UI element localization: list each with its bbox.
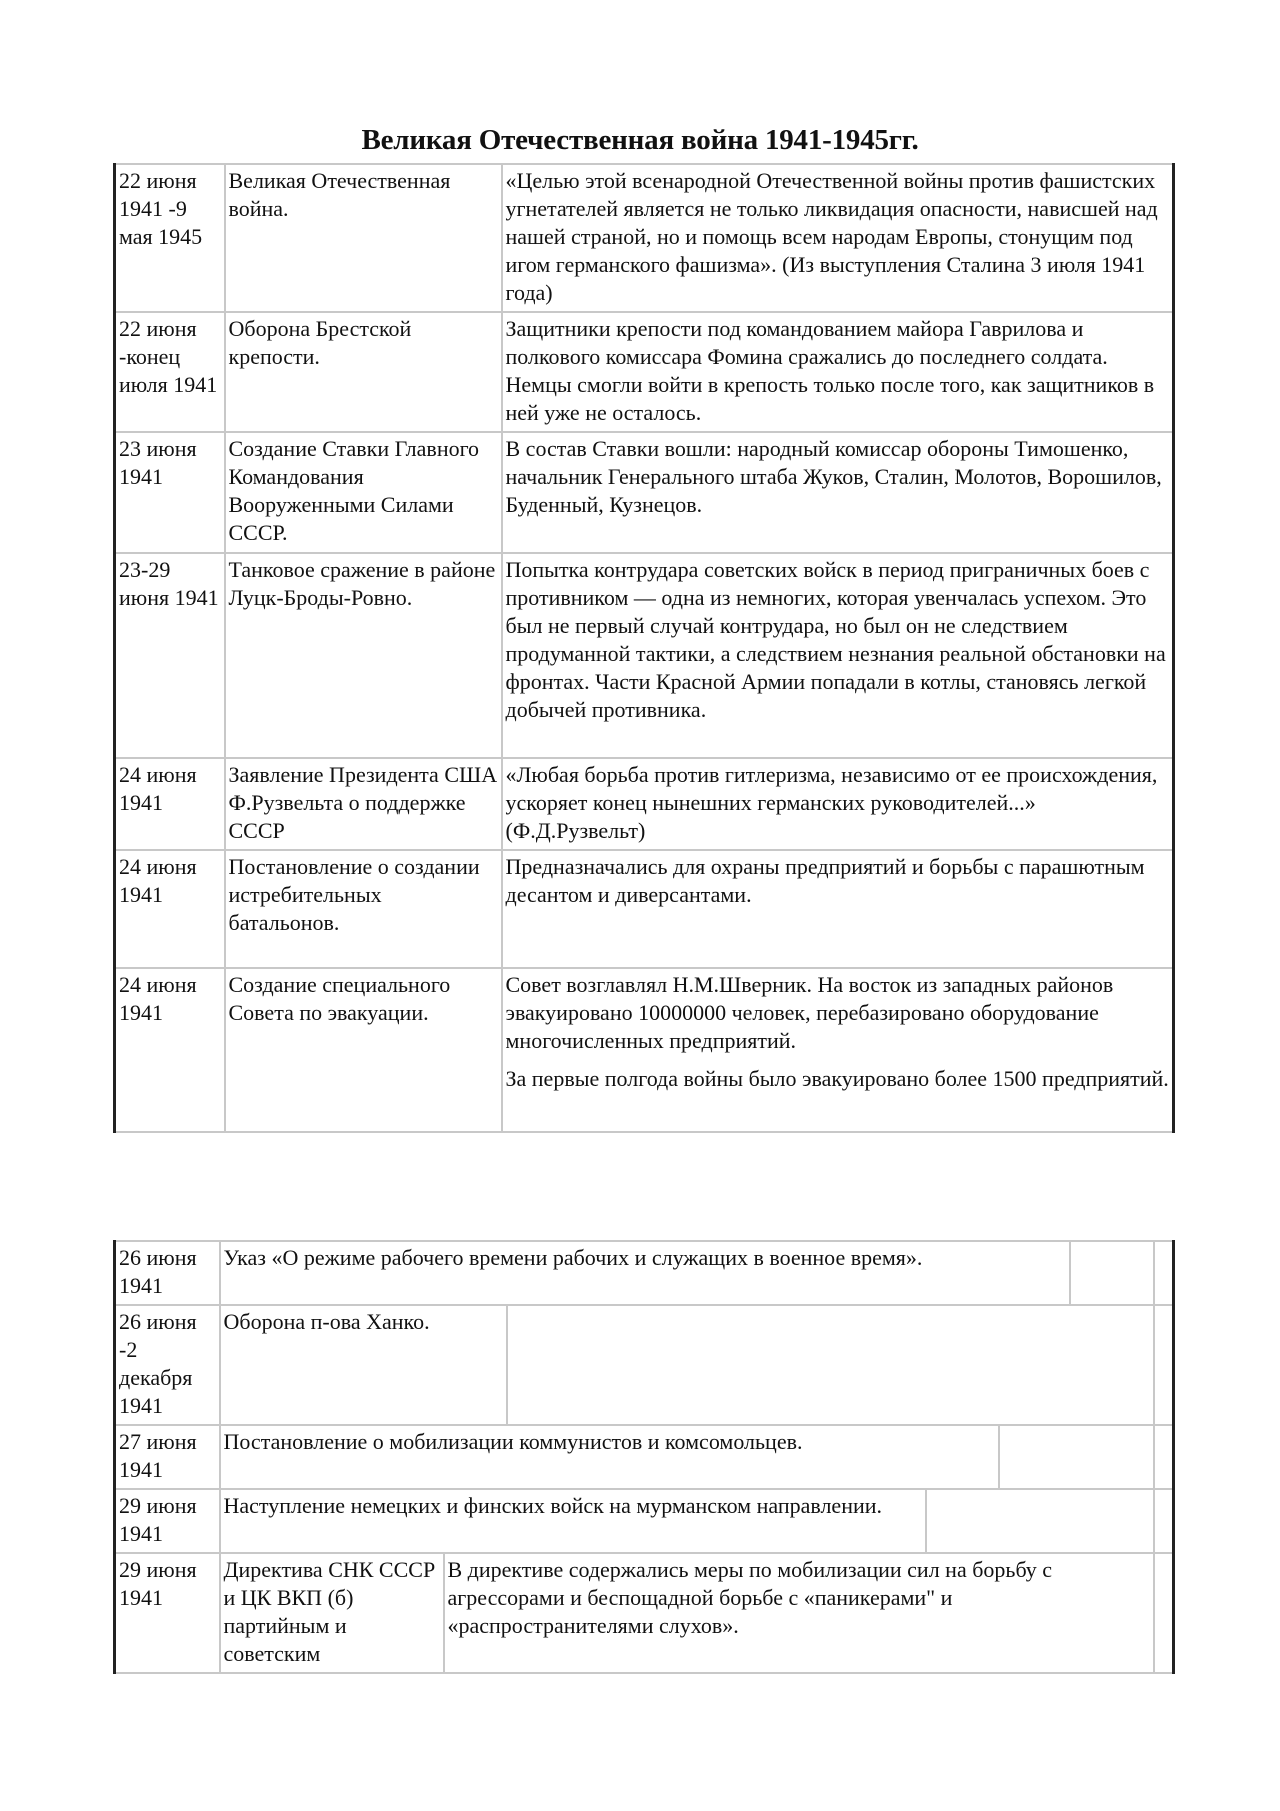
event-cell: Наступление немецких и финских войск на мурманском направлении. [220,1489,926,1553]
empty-cell [926,1489,1154,1553]
description-cell [502,164,1174,312]
table-row [115,553,1174,758]
description-cell [507,1305,1154,1425]
date-cell: 29 июня 1941 [115,1489,220,1553]
description-text: В состав Ставки вошли: народный комиссар обороны Тимошенко, начальник Генерального штаба Жуков, Сталин, Молотов, Ворошилов, Буденный, Кузнецов. [505,436,1162,517]
description-text: «Любая борьба против гитлеризма, независимо от ее происхождения, ускоряет конец нынешних германских руководителей...» (Ф.Д.Рузвельт) [505,762,1158,843]
description-cell: В директиве содержались меры по мобилизации сил на борьбу с агрессорами и беспощадной борьбе с «паникерами" и «распространителями слухов». [444,1553,1154,1673]
table-row [115,312,1174,432]
description-cell [502,758,1174,850]
date-cell: 22 июня -конец июля 1941 [115,312,225,432]
description-text: За первые полгода войны было эвакуировано более 1500 предприятий. [505,1066,1169,1091]
empty-cell [1154,1425,1174,1489]
event-cell: Оборона Брестской крепости. [225,312,502,432]
events-table-2 [113,1240,1175,1674]
event-cell: Заявление Президента США Ф.Рузвельта о поддержке СССР [225,758,502,850]
event-cell: Оборона п-ова Ханко. [220,1305,507,1425]
date-cell: 24 июня 1941 [115,850,225,968]
empty-cell [1154,1553,1174,1673]
date-cell: 23-29 июня 1941 [115,553,225,758]
table-row [115,432,1174,553]
description-text: Совет возглавлял Н.М.Шверник. На восток из западных районов эвакуировано 10000000 человек, перебазировано оборудование многочисленных предприятий. [505,972,1114,1053]
event-cell: Великая Отечественная война. [225,164,502,312]
description-text: «Целью этой всенародной Отечественной войны против фашистских угнетателей является не только ликвидация опасности, нависшей над нашей страной, но и помощь всем народам Европы, стонущим под игом германского фашизма». (Из выступления Сталина 3 июля 1941 года) [505,168,1158,305]
description-cell [502,968,1174,1132]
description-text: Предназначались для охраны предприятий и борьбы с парашютным десантом и диверсантами. [505,854,1145,907]
description-cell [502,850,1174,968]
event-cell: Директива СНК СССР и ЦК ВКП (б) партийным и советским [220,1553,444,1673]
table-row [115,1425,1174,1489]
description-text: Защитники крепости под командованием майора Гаврилова и полкового комиссара Фомина сражались до последнего солдата. Немцы смогли войти в крепость только после того, как защитников в ней уже не осталось. [505,316,1155,425]
event-cell: Танковое сражение в районе Луцк-Броды-Ровно. [225,553,502,758]
table-row [115,1489,1174,1553]
description-text: Попытка контрудара советских войск в период приграничных боев с противником — одна из немногих, которая увенчалась успехом. Это был не первый случай контрудара, но был он не следствием продуманной тактики, а следствием незнания реальной обстановки на фронтах. Части Красной Армии попадали в котлы, становясь легкой добычей противника. [505,557,1166,722]
date-cell: 26 июня -2 декабря 1941 [115,1305,220,1425]
date-cell: 27 июня 1941 [115,1425,220,1489]
description-cell [502,553,1174,758]
date-cell: 23 июня 1941 [115,432,225,553]
table-row [115,1241,1174,1305]
table-row [115,850,1174,968]
empty-cell [1070,1241,1154,1305]
table-row [115,164,1174,312]
description-cell [502,432,1174,553]
description-cell [502,312,1174,432]
event-cell: Постановление о мобилизации коммунистов и комсомольцев. [220,1425,999,1489]
empty-cell [999,1425,1154,1489]
event-cell: Создание Ставки Главного Командования Вооруженными Силами СССР. [225,432,502,553]
event-cell: Указ «О режиме рабочего времени рабочих и служащих в военное время». [220,1241,1070,1305]
event-cell: Постановление о создании истребительных батальонов. [225,850,502,968]
table-row [115,1305,1174,1425]
document-title: Великая Отечественная война 1941-1945гг. [361,124,919,156]
empty-cell [1154,1489,1174,1553]
table-row [115,968,1174,1132]
empty-cell [1154,1241,1174,1305]
empty-cell [1154,1305,1174,1425]
table-row [115,1553,1174,1673]
events-table-1 [113,163,1175,1133]
date-cell: 29 июня 1941 [115,1553,220,1673]
date-cell: 22 июня 1941 -9 мая 1945 [115,164,225,312]
date-cell: 24 июня 1941 [115,968,225,1132]
date-cell: 24 июня 1941 [115,758,225,850]
event-cell: Создание специального Совета по эвакуации. [225,968,502,1132]
date-cell: 26 июня 1941 [115,1241,220,1305]
table-row [115,758,1174,850]
